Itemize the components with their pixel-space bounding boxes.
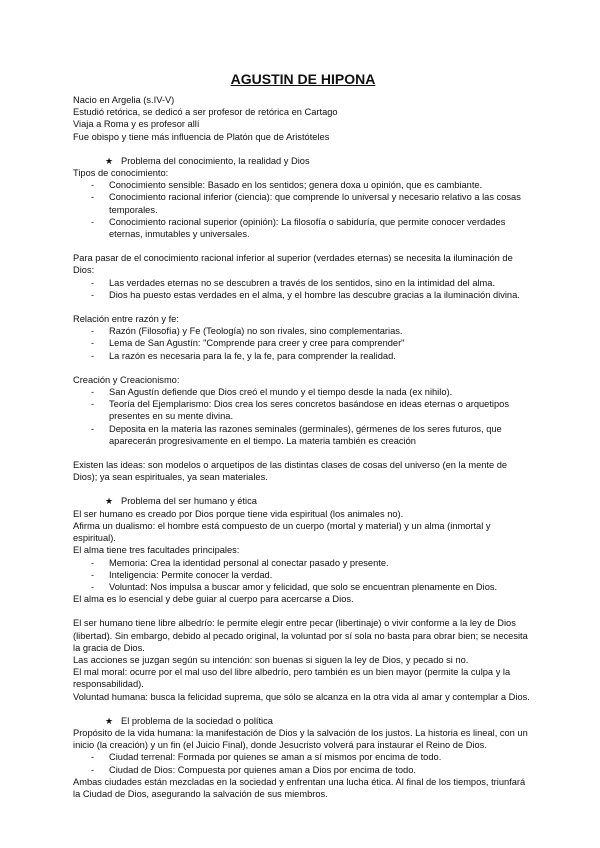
- paragraph: Existen las ideas: son modelos o arquetipos de las distintas clases de cosas del universo (en la mente de Dios); ya sean espirituales, ya sean materiales.: [73, 460, 508, 483]
- section-heading-human: [73, 495, 533, 507]
- list-item: - Conocimiento racional superior (opinión): La filosofía o sabiduría, que permite conocer verdades eternas, inmutables y universales.: [91, 216, 506, 240]
- subheading: Creación y Creacionismo:: [73, 374, 180, 385]
- paragraph: Las acciones se juzgan según su intención: son buenas si siguen la ley de Dios, y pecado si no.: [73, 654, 469, 665]
- paragraph: Voluntad humana: busca la felicidad suprema, que sólo se alcanza en la otra vida al amar y contemplar a Dios.: [73, 691, 530, 702]
- paragraph: Propósito de la vida humana: la manifestación de Dios y la salvación de los justos. La historia es lineal, con un inicio (la creación) y un fin (el Juicio Final), donde Jesucristo volverá para instaurar el Reino de Dios.: [73, 727, 528, 751]
- list-item: - Las verdades eternas no se descubren a través de los sentidos, sino en la intimidad del alma.: [91, 277, 496, 288]
- section-heading-knowledge: [73, 155, 533, 167]
- list-item: - Conocimiento racional inferior (ciencia): que comprende lo universal y necesario relativo a las cosas temporales.: [91, 192, 521, 215]
- list-item: - La razón es necesaria para la fe, y la fe, para comprender la realidad.: [91, 350, 396, 361]
- section-heading-text: El problema de la sociedad o política: [121, 715, 273, 726]
- list-item: - Teoría del Ejemplarismo: Dios crea los seres concretos basándose en ideas eternas o arquetipos presentes en su mente divina.: [91, 399, 509, 422]
- section-heading-text: Problema del conocimiento, la realidad y Dios: [121, 155, 310, 166]
- list-item: - San Agustín defiende que Dios creó el mundo y el tiempo desde la nada (ex nihilo).: [91, 387, 453, 398]
- list-item: - Memoria: Crea la identidad personal al conectar pasado y presente.: [91, 557, 389, 568]
- paragraph: Ambas ciudades están mezcladas en la sociedad y enfrentan una lucha ética. Al final de los tiempos, triunfará la Ciudad de Dios, asegurando la salvación de sus miembros.: [73, 776, 526, 799]
- paragraph: El alma es lo esencial y debe guiar al cuerpo para acercarse a Dios.: [73, 594, 354, 605]
- section-heading-text: Problema del ser humano y ética: [121, 496, 257, 507]
- paragraph: El ser humano tiene libre albedrío: le permite elegir entre pecar (libertinaje) o vivir conforme a la ley de Dios (libertad). Sin embargo, debido al pecado original, la voluntad por sí sola no basta para obrar bien; se necesita la gracia de Dios.: [73, 618, 528, 653]
- page-title: AGUSTIN DE HIPONA: [230, 71, 376, 87]
- star-bullet-icon: ★: [105, 715, 114, 726]
- document-content: [73, 70, 533, 800]
- paragraph: El alma tiene tres facultades principales:: [73, 545, 240, 556]
- list-item: - Conocimiento sensible: Basado en los sentidos; genera doxa u opinión, que es cambiante.: [91, 180, 483, 191]
- paragraph: Para pasar de el conocimiento racional inferior al superior (verdades eternas) se necesita la iluminación de Dios:: [73, 253, 513, 276]
- list-item: - Voluntad: Nos impulsa a buscar amor y felicidad, que solo se encuentran plenamente en Dios.: [91, 581, 498, 592]
- list-item: - Inteligencia: Permite conocer la verdad.: [91, 569, 273, 580]
- list-item: - Dios ha puesto estas verdades en el alma, y el hombre las descubre gracias a la iluminación divina.: [91, 289, 520, 300]
- star-bullet-icon: ★: [105, 155, 114, 166]
- intro-line: Nacio en Argelia (s.IV-V): [73, 95, 175, 105]
- list-item: - Razón (Filosofía) y Fe (Teología) no son rivales, sino complementarias.: [91, 326, 403, 337]
- list-item: - Lema de San Agustín: "Comprende para creer y cree para comprender": [91, 338, 405, 349]
- paragraph: Afirma un dualismo: el hombre está compuesto de un cuerpo (mortal y material) y un alma (inmortal y espiritual).: [73, 520, 491, 544]
- paragraph: El ser humano es creado por Dios porque tiene vida espiritual (los animales no).: [73, 508, 404, 519]
- paragraph: El mal moral: ocurre por el mal uso del libre albedrío, pero también es un bien mayor (permite la culpa y la responsabilidad).: [73, 667, 511, 690]
- section-heading-society: [73, 715, 533, 727]
- intro-line: Estudió retórica, se dedicó a ser profesor de retórica en Cartago: [73, 107, 338, 118]
- intro-line: Fue obispo y tiene más influencia de Platón que de Aristóteles: [73, 131, 330, 142]
- star-bullet-icon: ★: [105, 496, 114, 507]
- list-item: - Ciudad terrenal: Formada por quienes se aman a sí mismos por encima de todo.: [91, 752, 442, 763]
- subheading: Tipos de conocimiento:: [73, 168, 169, 179]
- intro-line: Viaja a Roma y es profesor allí: [73, 119, 200, 130]
- list-item: - Ciudad de Dios: Compuesta por quienes aman a Dios por encima de todo.: [91, 764, 416, 775]
- list-item: - Deposita en la materia las razones seminales (germinales), gérmenes de los seres futuros, que aparecerán progresivamente en el tiempo. La materia también es creación: [91, 423, 502, 446]
- subheading: Relación entre razón y fe:: [73, 314, 179, 325]
